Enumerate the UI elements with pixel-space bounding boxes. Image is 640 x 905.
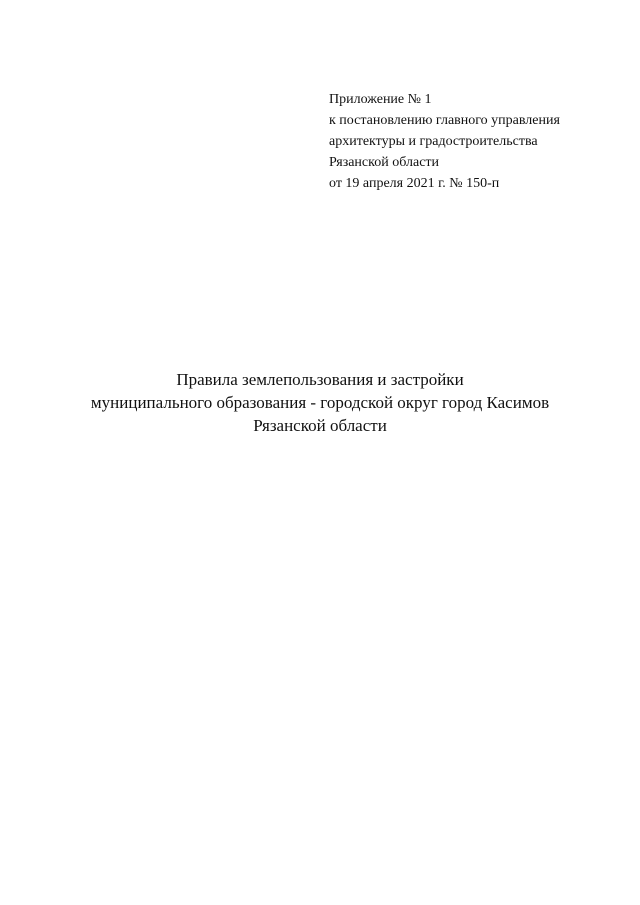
appendix-resolution-line: к постановлению главного управления [329, 113, 560, 128]
title-line-1: Правила землепользования и застройки [176, 370, 464, 389]
document-title [0, 368, 640, 437]
appendix-date-number: от 19 апреля 2021 г. № 150-п [329, 176, 500, 191]
appendix-number: Приложение № 1 [329, 92, 432, 107]
title-line-3: Рязанской области [253, 416, 387, 435]
appendix-header [329, 89, 629, 194]
appendix-region-line: Рязанской области [329, 155, 440, 170]
title-line-2: муниципального образования - городской округ город Касимов [90, 393, 550, 412]
appendix-authority-line: архитектуры и градостроительства [329, 134, 538, 149]
